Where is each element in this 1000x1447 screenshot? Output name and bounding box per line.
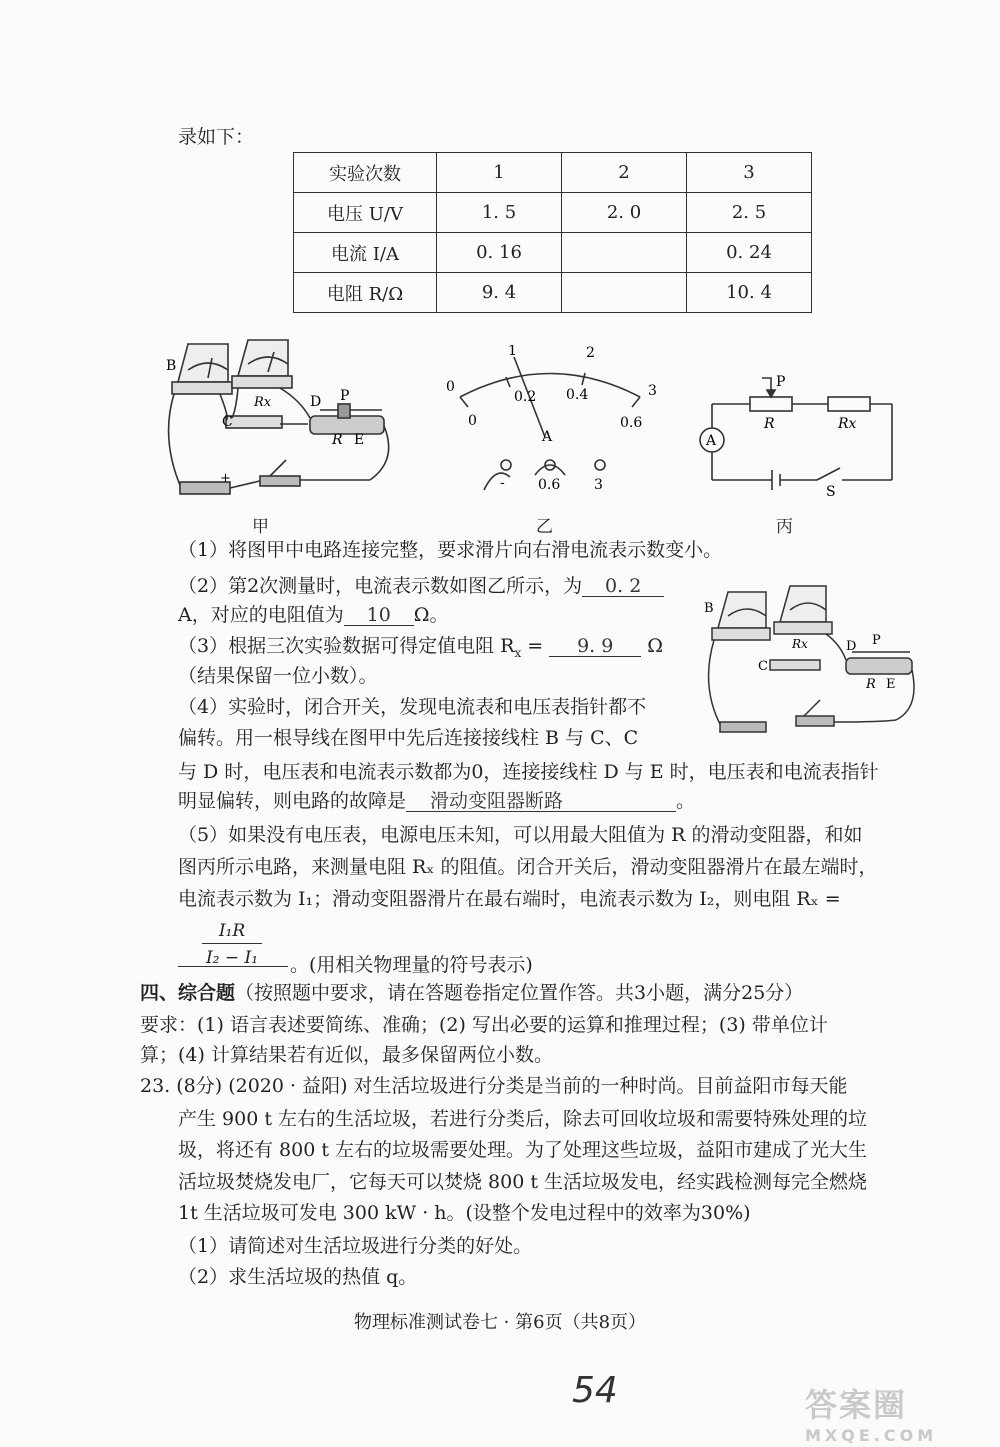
question-4-line4: 明显偏转，则电路的故障是 滑动变阻器断路 。 — [178, 790, 696, 812]
terminal-0-6: 0.6 — [538, 477, 561, 493]
scale-top-1: 1 — [508, 345, 517, 359]
problem-23-line1: 23. (8分) (2020 · 益阳) 对生活垃圾进行分类是当前的一种时尚。目前益阳市每天能 — [140, 1075, 848, 1097]
figure-jia-small — [700, 578, 920, 746]
question-4-line1: （4）实验时，闭合开关，发现电流表和电压表指针都不 — [178, 696, 647, 718]
table-cell: 实验次数 — [294, 153, 437, 193]
problem-23-line2: 产生 900 t 左右的生活垃圾，若进行分类后，除去可回收垃圾和需要特殊处理的垃 — [178, 1108, 868, 1130]
problem-23-line3: 圾，将还有 800 t 左右的垃圾需要处理。为了处理这些垃圾，益阳市建成了光大生 — [178, 1139, 868, 1161]
figure-bing-circuit — [692, 368, 902, 498]
question-5-line3: 电流表示数为 I₁；滑动变阻器滑片在最右端时，电流表示数为 I₂，则电阻 Rₓ = — [178, 888, 841, 910]
label-C: C — [222, 414, 233, 430]
table-cell: 10. 4 — [687, 273, 812, 313]
table-cell: 电压 U/V — [294, 193, 437, 233]
figure-yi-caption: 乙 — [536, 517, 553, 537]
label-plus: + — [220, 471, 231, 486]
problem-23-q2: （2）求生活垃圾的热值 q。 — [178, 1266, 418, 1288]
figure-yi-ammeter — [440, 345, 660, 500]
question-2-line1: （2）第2次测量时，电流表示数如图乙所示，为 0. 2 — [178, 577, 664, 597]
question-3-line2: （结果保留一位小数）。 — [178, 665, 378, 687]
formula-numerator: I₁R — [202, 921, 262, 944]
table-cell — [562, 273, 687, 313]
question-1: （1）将图甲中电路连接完整，要求滑片向右滑电流表示数变小。 — [178, 539, 723, 561]
label-B: B — [166, 358, 177, 374]
answer-resistance: 10 — [344, 606, 414, 626]
question-2-line2: A，对应的电阻值为 10 Ω。 — [178, 604, 449, 626]
formula-denominator: I₂ − I₁ — [205, 948, 259, 968]
label-B: B — [704, 601, 714, 616]
label-P: P — [340, 388, 350, 404]
label-R: R — [866, 677, 876, 692]
label-Rx: Rx — [838, 416, 857, 432]
table-cell: 0. 16 — [437, 233, 562, 273]
data-table — [293, 152, 812, 313]
section-4-heading — [140, 984, 803, 1003]
question-4-line3: 与 D 时，电压表和电流表示数都为0，连接接线柱 D 与 E 时，电压表和电流表指针 — [178, 761, 879, 783]
question-5-line1: （5）如果没有电压表，电源电压未知，可以用最大阻值为 R 的滑动变阻器，和如 — [178, 824, 863, 846]
label-E: E — [354, 432, 365, 448]
figure-bing-caption: 丙 — [776, 517, 793, 537]
table-cell: 3 — [687, 153, 812, 193]
table-cell: 9. 4 — [437, 273, 562, 313]
question-4-line2: 偏转。用一根导线在图甲中先后连接接线柱 B 与 C、C — [178, 727, 639, 749]
answer-formula — [202, 921, 262, 968]
scale-bottom-2: 0.4 — [566, 387, 589, 403]
scale-bottom-1: 0.2 — [514, 389, 537, 405]
label-D: D — [310, 394, 322, 410]
label-P: P — [776, 374, 786, 390]
scale-top-3: 3 — [648, 383, 657, 399]
requirements-line1: 要求：(1) 语言表述要简练、准确；(2) 写出必要的运算和推理过程；(3) 带单位计 — [140, 1014, 828, 1036]
ammeter-A: A — [706, 433, 717, 449]
table-cell: 2. 5 — [687, 193, 812, 233]
problem-23-line5: 1t 生活垃圾可发电 300 kW · h。(设整个发电过程中的效率为30%) — [178, 1202, 751, 1224]
table-row — [294, 153, 812, 193]
label-R: R — [764, 416, 775, 432]
table-cell: 1. 5 — [437, 193, 562, 233]
table-cell: 2. 0 — [562, 193, 687, 233]
scale-bottom-0: 0 — [468, 413, 477, 429]
intro-text: 录如下： — [178, 126, 255, 148]
label-C: C — [758, 659, 768, 674]
label-E: E — [886, 677, 896, 692]
label-P: P — [872, 633, 881, 648]
table-cell — [562, 233, 687, 273]
answer-rx: 9. 9 — [549, 637, 641, 657]
scale-bottom-3: 0.6 — [620, 415, 643, 431]
problem-23-line4: 活垃圾焚烧发电厂，它每天可以焚烧 800 t 生活垃圾发电，经实践检测每完全燃烧 — [178, 1171, 868, 1193]
label-Rx: Rx — [254, 395, 272, 410]
formula-underline — [178, 966, 288, 967]
table-cell: 2 — [562, 153, 687, 193]
watermark-top: 答案圈 — [805, 1386, 908, 1424]
answer-fault: 滑动变阻器断路 — [406, 792, 676, 812]
scale-top-0: 0 — [446, 379, 455, 395]
scale-top-2: 2 — [586, 345, 595, 361]
question-3-line1: （3）根据三次实验数据可得定值电阻 $R_x = 9$. 9 Ω — [178, 635, 664, 660]
label-D: D — [846, 639, 857, 654]
question-5-line2: 图丙所示电路，来测量电阻 Rₓ 的阻值。闭合开关后，滑动变阻器滑片在最左端时， — [178, 856, 878, 878]
page-footer: 物理标准测试卷七 · 第6页（共8页） — [353, 1312, 647, 1333]
table-cell: 电阻 R/Ω — [294, 273, 437, 313]
terminal-3: 3 — [594, 477, 603, 493]
label-Rx: Rx — [792, 637, 808, 651]
figure-jia-circuit — [160, 330, 400, 510]
table-cell: 1 — [437, 153, 562, 193]
table-row — [294, 233, 812, 273]
label-S: S — [826, 484, 836, 498]
problem-23-q1: （1）请简述对生活垃圾进行分类的好处。 — [178, 1235, 533, 1257]
table-cell: 电流 I/A — [294, 233, 437, 273]
question-5-tail: 。(用相关物理量的符号表示) — [290, 954, 533, 976]
handwritten-page-number: 54 — [572, 1370, 618, 1411]
requirements-line2: 算；(4) 计算结果若有近似，最多保留两位小数。 — [140, 1044, 553, 1066]
watermark-bottom: MXQE.COM — [805, 1426, 938, 1445]
table-row — [294, 273, 812, 313]
figure-jia-caption: 甲 — [252, 517, 269, 537]
needle-label: A — [542, 429, 553, 445]
label-R: R — [332, 432, 343, 448]
section-4-desc: （按照题中要求，请在答题卷指定位置作答。共3小题，满分25分） — [235, 982, 804, 1004]
section-4-title: 四、综合题 — [140, 982, 236, 1004]
terminal-minus: - — [500, 475, 505, 491]
answer-current: 0. 2 — [582, 577, 664, 597]
table-row — [294, 193, 812, 233]
watermark-logo — [805, 1380, 937, 1445]
table-cell: 0. 24 — [687, 233, 812, 273]
